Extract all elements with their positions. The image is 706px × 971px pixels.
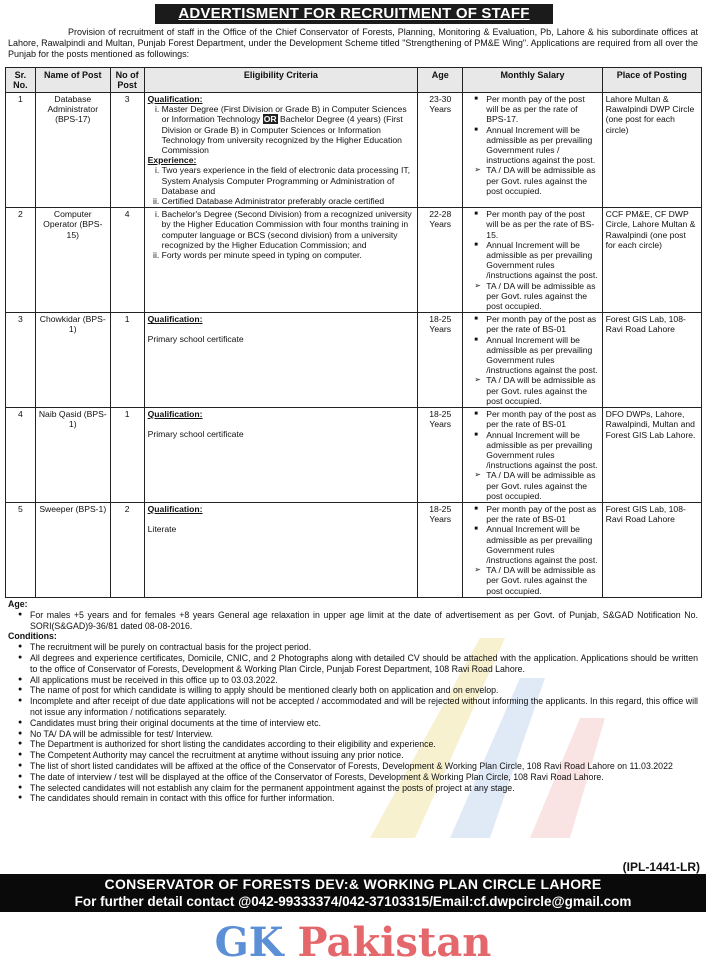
- cell-name: Chowkidar (BPS-1): [35, 313, 110, 408]
- experience-heading: Experience:: [147, 155, 197, 166]
- table-header-row: [6, 68, 702, 93]
- qualification-heading: Qualification:: [147, 94, 203, 104]
- header-criteria: Eligibility Criteria: [144, 68, 418, 93]
- list-item: ● The date of interview / test will be displayed at the office of the Conservator of Forests, Development & Working Plan Circle, 108 Ravi Road Lahore.: [30, 772, 698, 783]
- cell-num: 1: [110, 313, 144, 408]
- list-item: ● The recruitment will be purely on contractual basis for the project period.: [30, 642, 698, 653]
- page-title: ADVERTISMENT FOR RECRUITMENT OF STAFF: [155, 4, 553, 24]
- table-row: [6, 408, 702, 503]
- posts-table: [5, 67, 702, 598]
- table-row: [6, 93, 702, 208]
- list-item: ■ Annual Increment will be admissible as per prevailing Government rules /instructions against the post.: [476, 524, 598, 565]
- cell-num: 4: [110, 208, 144, 313]
- cell-criteria: [144, 208, 418, 313]
- watermark-text: [0, 918, 706, 968]
- cell-salary: [463, 208, 602, 313]
- list-item: ● The Competent Authority may cancel the recruitment at anytime without issuing any prior notice.: [30, 750, 698, 761]
- list-item: ii. Certified Database Administrator preferably oracle certified: [162, 196, 415, 206]
- qualification-text: Primary school certificate: [147, 334, 244, 345]
- footer-office: CONSERVATOR OF FORESTS DEV:& WORKING PLAN CIRCLE LAHORE: [104, 876, 602, 892]
- list-item: ● All degrees and experience certificates, Domicile, CNIC, and 2 Photographs along with detailed CV should be attached with the application. Applications should be written to the office of Conservator of Forests, Development & Working Plan Circle, Punjab Forest Department, 108 Ravi Road Lahore.: [30, 653, 698, 675]
- qualification-text: Literate: [147, 524, 177, 535]
- qualification-text: Primary school certificate: [147, 429, 244, 440]
- age-list: [8, 610, 698, 632]
- qualification-heading: Qualification:: [147, 314, 203, 325]
- cell-age: 22-28 Years: [418, 208, 463, 313]
- list-item: i. Bachelor's Degree (Second Division) from a recognized university by the Higher Education Commission with four months training in computer language or BCS (second division) from a university recognized by the Higher Education Commission; and: [162, 209, 415, 250]
- cell-criteria: [144, 408, 418, 503]
- header-age: Age: [418, 68, 463, 93]
- list-item: ii. Forty words per minute speed in typing on computer.: [162, 250, 415, 260]
- cell-age: 18-25 Years: [418, 313, 463, 408]
- list-item: ● No TA/ DA will be admissible for test/ Interview.: [30, 729, 698, 740]
- list-item: ● The name of post for which candidate is willing to apply should be mentioned clearly both on application and on envelop.: [30, 685, 698, 696]
- cell-salary: [463, 502, 602, 597]
- list-item: ● Candidates must bring their original documents at the time of interview etc.: [30, 718, 698, 729]
- qualification-heading: Qualification:: [147, 409, 203, 420]
- qualification-list: [148, 209, 415, 260]
- list-item: ➢ TA / DA will be admissible as per Govt. rules against the post occupied.: [476, 281, 598, 312]
- list-item: ■ Per month pay of the post will be as per the rate of BPS-17.: [476, 94, 598, 125]
- qualification-text: Master Degree (First Division or Grade B) in Computer Sciences or Information Technology: [161, 104, 407, 125]
- list-item: ➢ TA / DA will be admissible as per Govt. rules against the post occupied.: [476, 375, 598, 406]
- cell-salary: [463, 313, 602, 408]
- notes-section: [8, 599, 698, 804]
- cell-sr: 2: [6, 208, 36, 313]
- list-item: ■ Per month pay of the post will be as per the rate of BS-15.: [476, 209, 598, 240]
- list-item: ■ Per month pay of the post as per the rate of BS-01: [476, 504, 598, 524]
- list-item: ● All applications must be received in this office up to 03.03.2022.: [30, 675, 698, 686]
- list-item: ➢ TA / DA will be admissible as per Govt. rules against the post occupied.: [476, 165, 598, 196]
- list-item: ● For males +5 years and for females +8 years General age relaxation in upper age limit at the date of advertisement as per Govt. of Punjab, S&GAD Notification No. SORI(S&GAD)9-36/81 dated 08-08-2016.: [30, 610, 698, 632]
- cell-age: 18-25 Years: [418, 408, 463, 503]
- cell-salary: [463, 93, 602, 208]
- list-item: ■ Annual Increment will be admissible as per prevailing Government rules / instructions against the post.: [476, 125, 598, 166]
- cell-num: 1: [110, 408, 144, 503]
- qualification-heading: Qualification:: [147, 503, 203, 514]
- cell-name: Computer Operator (BPS-15): [35, 208, 110, 313]
- cell-num: 2: [110, 502, 144, 597]
- cell-criteria: [144, 313, 418, 408]
- watermark-gk: GK: [214, 919, 284, 966]
- list-item: ➢ TA / DA will be admissible as per Govt. rules against the post occupied.: [476, 565, 598, 596]
- table-row: [6, 208, 702, 313]
- footer-contact: For further detail contact @042-99333374/042-37103315/Email:cf.dwpcircle@gmail.com: [74, 894, 632, 909]
- header-name: Name of Post: [35, 68, 110, 93]
- cell-name: Sweeper (BPS-1): [35, 502, 110, 597]
- list-item: ■ Per month pay of the post as per the rate of BS-01: [476, 314, 598, 334]
- list-item: ● The candidates should remain in contact with this office for further information.: [30, 793, 698, 804]
- age-heading: Age:: [8, 599, 28, 609]
- list-item: ● The list of short listed candidates will be affixed at the office of the Conservator of Forests, Development & Working Plan Circle, 108 Ravi Road Lahore on 11.03.2022: [30, 761, 698, 772]
- experience-list: [148, 165, 415, 206]
- cell-name: Database Administrator (BPS-17): [35, 93, 110, 208]
- cell-num: 3: [110, 93, 144, 208]
- table-row: [6, 313, 702, 408]
- footer-banner: [0, 874, 706, 912]
- table-row: [6, 502, 702, 597]
- qualification-list: [148, 104, 415, 155]
- cell-age: 23-30 Years: [418, 93, 463, 208]
- list-item: ■ Annual Increment will be admissible as per prevailing Government rules /instructions against the post.: [476, 335, 598, 376]
- cell-place: Forest GIS Lab, 108-Ravi Road Lahore: [602, 502, 701, 597]
- cell-age: 18-25 Years: [418, 502, 463, 597]
- header-num: No of Post: [110, 68, 144, 93]
- cell-salary: [463, 408, 602, 503]
- list-item: ■ Per month pay of the post as per the rate of BS-01: [476, 409, 598, 429]
- list-item: [162, 104, 415, 155]
- list-item: ➢ TA / DA will be admissible as per Govt. rules against the post occupied.: [476, 470, 598, 501]
- list-item: i. Two years experience in the field of electronic data processing IT, System Analysis Computer Programming or Administration of Database and: [162, 165, 415, 196]
- cell-criteria: [144, 93, 418, 208]
- list-item: ■ Annual Increment will be admissible as per prevailing Government rules /instructions against the post.: [476, 430, 598, 471]
- cell-name: Naib Qasid (BPS-1): [35, 408, 110, 503]
- cell-sr: 3: [6, 313, 36, 408]
- cell-sr: 1: [6, 93, 36, 208]
- cell-criteria: [144, 502, 418, 597]
- cell-place: CCF PM&E, CF DWP Circle, Lahore Multan & Rawalpindi (one post for each circle): [602, 208, 701, 313]
- cell-place: DFO DWPs, Lahore, Rawalpindi, Multan and Forest GIS Lab Lahore.: [602, 408, 701, 503]
- cell-sr: 4: [6, 408, 36, 503]
- cell-sr: 5: [6, 502, 36, 597]
- header-place: Place of Posting: [602, 68, 701, 93]
- list-item: ● The selected candidates will not establish any claim for the permanent appointment against the posts of project at any stage.: [30, 783, 698, 794]
- conditions-list: [8, 642, 698, 804]
- header-sr: Sr. No.: [6, 68, 36, 93]
- cell-place: Forest GIS Lab, 108-Ravi Road Lahore: [602, 313, 701, 408]
- conditions-heading: Conditions:: [8, 631, 57, 642]
- intro-paragraph: Provision of recruitment of staff in the Office of the Chief Conservator of Forests, Planning, Monitoring & Evaluation, Pb, Lahore & his subordinate offices at Lahore, Rawalpindi and Multan, Punjab Forest Department, under the Development Scheme titled "Strengthening of PM&E Wing". Applications are required from all over the Punjab for the posts mentioned as followings:: [8, 27, 698, 59]
- reference-number: (IPL-1441-LR): [622, 860, 700, 874]
- or-label: OR: [263, 114, 277, 125]
- header-salary: Monthly Salary: [463, 68, 602, 93]
- watermark-pakistan: Pakistan: [297, 919, 492, 966]
- list-item: ■ Annual Increment will be admissible as per prevailing Government rules /instructions against the post.: [476, 240, 598, 281]
- list-item: ● Incomplete and after receipt of due date applications will not be accepted / accommodated and will be rejected without informing the applicants. In this regard, this office will not issue any information / notifications separately.: [30, 696, 698, 718]
- qualification-text: Bachelor Degree (4 years) (First Division or Grade B) in Computer Sciences or Information Technology from university recognized by the Higher Education Commission: [161, 114, 403, 156]
- list-item: ● The Department is authorized for short listing the candidates according to their eligibility and experience.: [30, 739, 698, 750]
- cell-place: Lahore Multan & Rawalpindi DWP Circle (one post for each circle): [602, 93, 701, 208]
